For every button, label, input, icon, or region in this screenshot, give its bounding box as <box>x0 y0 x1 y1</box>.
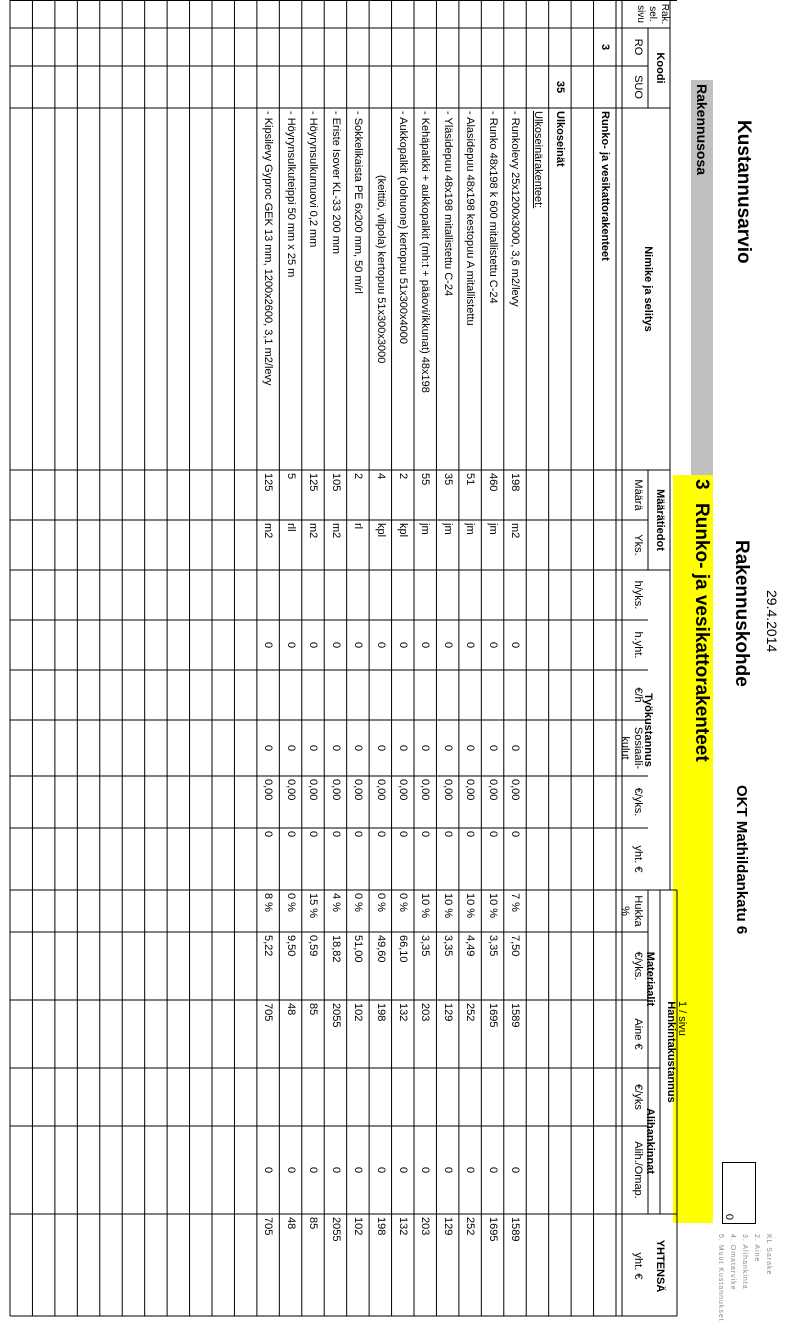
cell-maara: 51 <box>464 473 477 486</box>
col-header-ali-eur-yks: €/yks <box>632 1084 644 1110</box>
cell-eur_yks: 0,00 <box>486 779 499 801</box>
cell-maara: 2 <box>397 473 409 480</box>
cell-maara: 125 <box>262 473 275 492</box>
cell-mat_yks: 5,22 <box>262 935 275 957</box>
cell-eur_yks: 0,00 <box>262 779 275 801</box>
cell-alih: 0 <box>329 1166 342 1174</box>
document-title: Kustannusarvio <box>733 120 754 264</box>
cell-alih: 0 <box>397 1166 409 1174</box>
cell-yht: 0 <box>352 831 365 838</box>
project-label: Rakennuskohde <box>731 540 752 687</box>
cell-maara: 198 <box>509 473 522 492</box>
cell-yht: 0 <box>509 831 522 838</box>
col-header-hyks: h/yks. <box>632 580 644 610</box>
col-header-maara: Määrä <box>632 479 644 511</box>
section-name: Runko- ja vesikattorakenteet <box>691 503 712 762</box>
cell-yht: 0 <box>397 831 409 838</box>
col-header-hukka: Hukka <box>632 895 644 927</box>
cell-hyht: 0 <box>509 641 522 649</box>
cell-aine: 102 <box>352 1003 365 1022</box>
col-header-mat-eur-yks: €/yks. <box>632 951 644 981</box>
col-header-alihankinnat: Alihankinnat <box>644 1107 656 1174</box>
cell-hyht: 0 <box>441 641 454 649</box>
cell-hukka: 10 % <box>419 893 432 919</box>
col-header-tyokustannus: Työkustannus <box>642 693 654 767</box>
cell-total: 85 <box>307 1217 320 1230</box>
cell-nimike: - Sokkelikaista PE 6x200 mm, 50 m/rl <box>352 111 365 294</box>
col-header-nimike: Nimike ja selitys <box>642 246 654 332</box>
cell-eur_yks: 0,00 <box>441 779 454 801</box>
cell-hukka: 10 % <box>486 893 499 919</box>
section-label: Rakennusosa <box>694 84 710 176</box>
cell-yht: 0 <box>419 831 432 838</box>
col-header-aine: Aine € <box>632 1018 644 1050</box>
cell-yks: kpl <box>374 523 387 538</box>
cell-maara: 5 <box>284 473 297 480</box>
col-header-ro: RO <box>632 38 644 56</box>
cell-hyht: 0 <box>329 641 342 649</box>
cell-mat_yks: 49,60 <box>374 935 387 963</box>
cell-sos: 0 <box>486 744 499 752</box>
cell-yks: jm <box>486 523 499 535</box>
cell-aine: 85 <box>307 1003 320 1016</box>
cell-aine: 48 <box>284 1003 297 1016</box>
cell-mat_yks: 3,35 <box>419 935 432 957</box>
cell-total: 102 <box>352 1217 365 1236</box>
cell-aine: 705 <box>262 1003 275 1022</box>
cell-nimike: - Yläsidepuu 48x198 mitallistettu C-24 <box>441 111 454 297</box>
cell-alih: 0 <box>262 1166 275 1174</box>
cell-yht: 0 <box>262 831 275 838</box>
cell-sos: 0 <box>397 744 409 752</box>
cell-hyht: 0 <box>352 641 365 649</box>
cell-total: 252 <box>464 1217 477 1236</box>
cell-hyht: 0 <box>397 641 409 649</box>
cell-yks: jm <box>419 523 432 535</box>
cell-total: 1695 <box>486 1217 499 1242</box>
cell-total: 2055 <box>329 1217 342 1242</box>
cell-total: 705 <box>262 1217 275 1236</box>
cell-eur_yks: 0,00 <box>509 779 522 801</box>
project-name: OKT Mathildankatu 6 <box>733 785 750 935</box>
cell-sos: 0 <box>307 744 320 752</box>
cell-hukka: 0 % <box>352 893 365 912</box>
cell-hyht: 0 <box>374 641 387 649</box>
cell-alih: 0 <box>307 1166 320 1174</box>
cell-yht: 0 <box>441 831 454 838</box>
cell-sos: 0 <box>262 744 275 752</box>
cell-maara: 55 <box>419 473 432 486</box>
cell-eur_yks: 0,00 <box>374 779 387 801</box>
cell-nimike: Ulkoseinärakenteet: <box>531 111 544 209</box>
cell-alih: 0 <box>441 1166 454 1174</box>
cell-nimike: - Runkolevy 25x1200x3000, 3,6 m2/levy <box>509 111 522 307</box>
cell-mat_yks: 4,49 <box>464 935 477 957</box>
cell-nimike: (keittiö, vilpola) kertopuu 51x300x3000 <box>374 175 387 364</box>
cell-maara: 4 <box>374 473 387 480</box>
section-code: 3 <box>691 479 712 490</box>
cell-nimike: Ulkoseinät <box>554 111 567 167</box>
cell-hukka: 15 % <box>307 893 320 919</box>
cell-nimike: - Alasidepuu 48x198 kestopuu A mitallistettu <box>464 111 477 326</box>
col-header-rak-sel-sivu: Rak. sel. sivu <box>635 3 670 25</box>
col-header-eur-yks: €/yks. <box>632 787 644 817</box>
cell-nimike: - Aukkopalkit (olohuone) kertopuu 51x300x4000 <box>397 111 409 344</box>
cell-alih: 0 <box>374 1166 387 1174</box>
cell-yht: 0 <box>307 831 320 838</box>
col-header-yhteensa-eur: yht. € <box>632 1252 644 1280</box>
cell-mat_yks: 9,50 <box>284 935 297 957</box>
cell-alih: 0 <box>352 1166 365 1174</box>
cell-nimike: - Höyrynsulkuteippi 50 mm x 25 m <box>284 111 297 278</box>
cell-eur_yks: 0,00 <box>329 779 342 801</box>
cell-sos: 0 <box>464 744 477 752</box>
cell-nimike: - Höyrynsulkumuovi 0,2 mm <box>307 111 320 248</box>
cell-eur_yks: 0,00 <box>464 779 477 801</box>
cell-aine: 2055 <box>329 1003 342 1028</box>
cell-aine: 132 <box>397 1003 409 1022</box>
cell-sos: 0 <box>284 744 297 752</box>
cell-mat_yks: 51,00 <box>352 935 365 963</box>
col-header-yhteensa: YHTENSÄ <box>654 1239 666 1293</box>
cell-yht: 0 <box>486 831 499 838</box>
cell-aine: 1589 <box>509 1003 522 1028</box>
cell-yht: 0 <box>329 831 342 838</box>
cell-total: 1589 <box>509 1217 522 1242</box>
cell-yks: m2 <box>329 523 342 539</box>
col-header-hukka-pct: % <box>619 906 631 916</box>
cell-yht: 0 <box>284 831 297 838</box>
cell-sos: 0 <box>509 744 522 752</box>
col-header-suo: SUO <box>632 75 644 99</box>
cell-hyht: 0 <box>419 641 432 649</box>
cell-maara: 105 <box>329 473 342 492</box>
cell-total: 48 <box>284 1217 297 1230</box>
col-header-hyht: h.yht. <box>632 631 644 659</box>
cell-mat_yks: 3,35 <box>486 935 499 957</box>
cell-hukka: 10 % <box>464 893 477 919</box>
cell-hukka: 0 % <box>374 893 387 912</box>
cell-yht: 0 <box>374 831 387 838</box>
cell-suo: 35 <box>554 80 567 94</box>
cell-mat_yks: 3,35 <box>441 935 454 957</box>
cell-hyht: 0 <box>464 641 477 649</box>
cell-alih: 0 <box>464 1166 477 1174</box>
cell-alih: 0 <box>486 1166 499 1174</box>
document-date: 29.4.2014 <box>764 590 780 653</box>
cell-hyht: 0 <box>284 641 297 649</box>
cell-hukka: 7 % <box>509 893 522 912</box>
cell-aine: 203 <box>419 1003 432 1022</box>
cell-eur_yks: 0,00 <box>397 779 409 801</box>
cell-aine: 198 <box>374 1003 387 1022</box>
cell-hukka: 0 % <box>397 893 409 912</box>
col-header-yht-eur: yht. € <box>632 845 644 873</box>
cell-yks: jm <box>464 523 477 535</box>
cell-total: 132 <box>397 1217 409 1236</box>
cell-maara: 35 <box>441 473 454 486</box>
cell-maara: 125 <box>307 473 320 492</box>
col-header-alih-omap: Alih./Omap. <box>632 1141 644 1199</box>
cell-yks: m2 <box>262 523 275 539</box>
cell-hukka: 10 % <box>441 893 454 919</box>
col-header-materiaalit: Materiaalit <box>644 951 656 1007</box>
cell-alih: 0 <box>284 1166 297 1174</box>
cell-total: 203 <box>419 1217 432 1236</box>
cell-aine: 129 <box>441 1003 454 1022</box>
cell-yks: m2 <box>509 523 522 539</box>
cell-eur_yks: 0,00 <box>307 779 320 801</box>
col-header-sosiaalikulut: Sosiaali- <box>632 726 644 770</box>
cell-nimike: - Kehäpalkki + aukkopalkit (mh:t + pääovi/ikkunat) 48x198 <box>419 111 432 393</box>
col-header-sosiaalikulut-2: kulut <box>619 736 631 760</box>
col-header-eur-h: €/h <box>632 687 644 703</box>
cell-yht: 0 <box>464 831 477 838</box>
cell-mat_yks: 18,82 <box>329 935 342 963</box>
cell-hyht: 0 <box>486 641 499 649</box>
cell-sos: 0 <box>329 744 342 752</box>
col-header-yks: Yks. <box>632 534 644 556</box>
cell-maara: 2 <box>352 473 365 480</box>
cell-sos: 0 <box>374 744 387 752</box>
cost-estimate-sheet: Kustannusarvio 29.4.2014 Rakennuskohde OKT Mathildankatu 6 0 KL Sarake 2. Aine 3. Alihankinta 4. Omatarvike 5. Muut Kustannukset Rakennusosa 3 Runko- ja vesikattorakenteet 1 / sivu Rak. sel. sivu Koodi RO SUO Nimike ja selitys Määrätiedot Määrä Yks. Työkustannus h/yks. h.yht. €/h Sosiaali- kulut €/yks. yht. € Hankintakustannus Materiaalit Hukka % €/yks. Aine € Alihankinnat €/yks Alih./Omap. YHTENSÄ yht. € 3 Runko- ja vesikattorakenteet 35 Ulkoseinät Ulkoseinärakenteet: - Runkolevy 25x1200x3000, 3,6 m2/levy 198 m2 0 0 0,00 0 7 % 7,50 1589 0 1589 - Runko 48x198 k 600 mitallistettu C-24 460 jm 0 0 0,00 0 10 % 3,35 1695 0 1695 - Alasidepuu 48x198 kestopuu A mitallistettu 51 jm 0 0 0,00 0 10 % 4,49 252 0 252 - Yläsidepuu 48x198 mitallistettu C-24 35 jm 0 0 0,00 0 10 % 3,35 129 0 129 - Kehäpalkki + aukkopalkit (mh:t + pääovi/ikkunat) 48x198 55 jm 0 0 0,00 0 10 % 3,35 203 0 203 - Aukkopalkit (olohuone) kertopuu 51x300x4000 2 kpl 0 0 0,00 0 0 % 66,10 132 0 132 (keittiö, vilpola) kertopuu 51x300x3000 4 kpl 0 0 0,00 0 0 % 49,60 198 0 198 - Sokkelikaista PE 6x200 mm, 50 m/rl 2 rl 0 0 0,00 0 0 % 51,00 102 0 102 - Eriste Isover KL-33 200 mm 105 m2 0 0 0,00 0 4 % 18,82 2055 0 2055 - Höyrynsulkumuovi 0,2 mm 125 m2 0 0 0,00 0 15 % 0,59 85 0 85 - Höyrynsulkuteippi 50 mm x 25 m 5 rll 0 0 0,00 0 0 % 9,50 48 0 48 - Kipsilevy Gyproc GEK 13 mm, 1200x2600, 3,1 m2/levy 125 m2 0 0 0,00 0 8 % 5,22 705 0 705 <box>0 0 794 1318</box>
cell-sos: 0 <box>441 744 454 752</box>
cell-maara: 460 <box>486 473 499 492</box>
cell-eur_yks: 0,00 <box>352 779 365 801</box>
cell-aine: 1695 <box>486 1003 499 1028</box>
cell-aine: 252 <box>464 1003 477 1022</box>
page-indicator: 1 / sivu <box>676 1001 688 1036</box>
cell-nimike: Runko- ja vesikattorakenteet <box>599 111 611 261</box>
cell-sos: 0 <box>352 744 365 752</box>
cell-yks: kpl <box>397 523 409 538</box>
cell-total: 129 <box>441 1217 454 1236</box>
col-header-hankintakustannus: Hankintakustannus <box>665 1001 677 1103</box>
cell-total: 198 <box>374 1217 387 1236</box>
cell-hyht: 0 <box>262 641 275 649</box>
cell-mat_yks: 66,10 <box>397 935 409 963</box>
cell-hukka: 8 % <box>262 893 275 912</box>
col-header-koodi: Koodi <box>654 52 666 84</box>
cell-nimike: - Eriste Isover KL-33 200 mm <box>329 111 342 255</box>
cell-eur_yks: 0,00 <box>419 779 432 801</box>
col-header-maaratiedot: Määrätiedot <box>654 489 666 551</box>
cell-alih: 0 <box>509 1166 522 1174</box>
cell-mat_yks: 7,50 <box>509 935 522 957</box>
cell-nimike: - Kipsilevy Gyproc GEK 13 mm, 1200x2600, 3,1 m2/levy <box>262 111 275 386</box>
cell-hukka: 0 % <box>284 893 297 912</box>
cell-nimike: - Runko 48x198 k 600 mitallistettu C-24 <box>486 111 499 304</box>
cell-mat_yks: 0,59 <box>307 935 320 957</box>
cell-yks: rl <box>352 523 365 530</box>
page-number-box[interactable]: 0 <box>722 1162 756 1224</box>
cell-yks: rll <box>284 523 297 532</box>
cell-alih: 0 <box>419 1166 432 1174</box>
cell-yks: m2 <box>307 523 320 539</box>
cell-hukka: 4 % <box>329 893 342 912</box>
cell-sos: 0 <box>419 744 432 752</box>
cell-ro: 3 <box>599 43 611 51</box>
cell-hyht: 0 <box>307 641 320 649</box>
cell-yks: jm <box>441 523 454 535</box>
cell-eur_yks: 0,00 <box>284 779 297 801</box>
